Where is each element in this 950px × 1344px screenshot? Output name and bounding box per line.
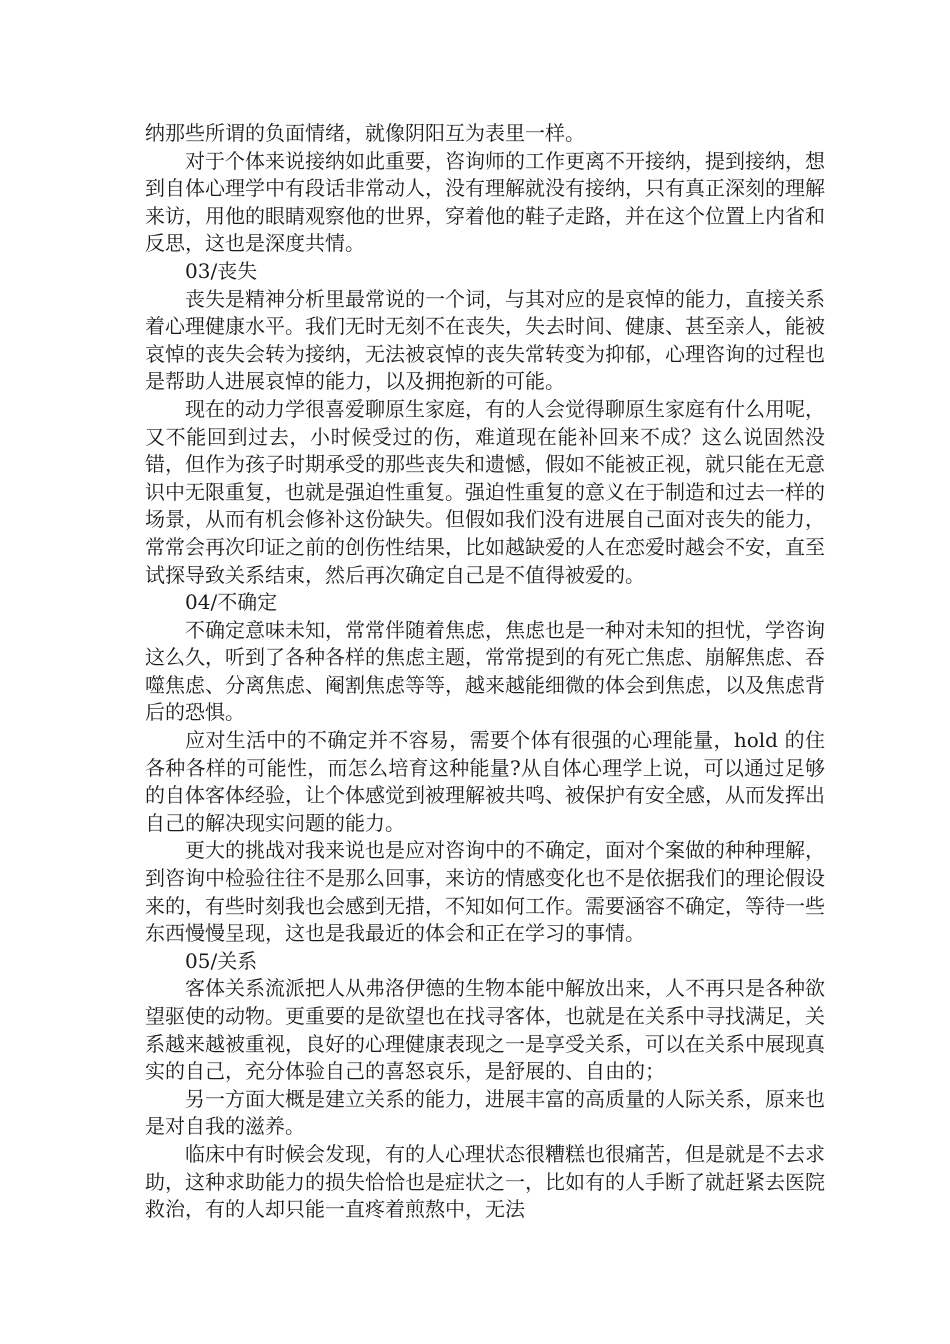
paragraph-loss-intro: 丧失是精神分析里最常说的一个词，与其对应的是哀悼的能力，直接关系着心理健康水平。我们无时无刻不在丧失，失去时间、健康、甚至亲人，能被哀悼的丧失会转为接纳，无法被哀悼的丧失常转变为抑郁，心理咨询的过程也是帮助人进展哀悼的能力，以及拥抱新的可能。 — [145, 286, 825, 394]
section-heading-relationship: 05/关系 — [185, 948, 258, 973]
paragraph-object-relations: 客体关系流派把人从弗洛伊德的生物本能中解放出来，人不再只是各种欲望驱使的动物。更重要的是欲望也在找寻客体，也就是在关系中寻找满足，关系越来越被重视，良好的心理健康表现之一是享受关系，可以在关系中展现真实的自己，充分体验自己的喜怒哀乐，是舒展的、自由的； — [145, 976, 825, 1084]
document-body — [145, 120, 825, 1224]
paragraph-counseling-uncertainty: 更大的挑战对我来说也是应对咨询中的不确定，面对个案做的种种理解，到咨询中检验往往不是那么回事，来访的情感变化也不是依据我们的理论假设来的，有些时刻我也会感到无措，不知如何工作。需要涵容不确定，等待一些东西慢慢呈现，这也是我最近的体会和正在学习的事情。 — [145, 838, 825, 946]
section-heading-loss: 03/丧失 — [185, 258, 258, 283]
paragraph-uncertainty-intro: 不确定意味未知，常常伴随着焦虑，焦虑也是一种对未知的担忧，学咨询这么久，听到了各种各样的焦虑主题，常常提到的有死亡焦虑、崩解焦虑、吞噬焦虑、分离焦虑、阉割焦虑等等，越来越能细微的体会到焦虑，以及焦虑背后的恐惧。 — [145, 617, 825, 725]
paragraph-continuation: 纳那些所谓的负面情绪，就像阴阳互为表里一样。 — [145, 121, 585, 145]
paragraph-family-of-origin: 现在的动力学很喜爱聊原生家庭，有的人会觉得聊原生家庭有什么用呢，又不能回到过去，小时候受过的伤，难道现在能补回来不成？这么说固然没错，但作为孩子时期承受的那些丧失和遗憾，假如不能被正视，就只能在无意识中无限重复，也就是强迫性重复。强迫性重复的意义在于制造和过去一样的场景，从而有机会修补这份缺失。但假如我们没有进展自己面对丧失的能力，常常会再次印证之前的创伤性结果，比如越缺爱的人在恋爱时越会不安，直至试探导致关系结束，然后再次确定自己是不值得被爱的。 — [145, 396, 825, 587]
paragraph-coping-uncertainty: 应对生活中的不确定并不容易，需要个体有很强的心理能量，hold 的住各种各样的可能性，而怎么培育这种能量?从自体心理学上说，可以通过足够的自体客体经验，让个体感觉到被理解被共鸣、被保护有安全感，从而发挥出自己的解决现实问题的能力。 — [145, 728, 825, 835]
section-heading-uncertainty: 04/不确定 — [185, 590, 278, 615]
paragraph-clinical-observation: 临床中有时候会发现，有的人心理状态很糟糕也很痛苦，但是就是不去求助，这种求助能力的损失恰恰也是症状之一，比如有的人手断了就赶紧去医院救治，有的人却只能一直疼着煎熬中，无法 — [145, 1141, 825, 1222]
paragraph-relationship-ability: 另一方面大概是建立关系的能力，进展丰富的高质量的人际关系，原来也是对自我的滋养。 — [145, 1086, 825, 1139]
paragraph-acceptance: 对于个体来说接纳如此重要，咨询师的工作更离不开接纳，提到接纳，想到自体心理学中有段话非常动人，没有理解就没有接纳，只有真正深刻的理解来访，用他的眼睛观察他的世界，穿着他的鞋子走路，并在这个位置上内省和反思，这也是深度共情。 — [145, 148, 825, 256]
